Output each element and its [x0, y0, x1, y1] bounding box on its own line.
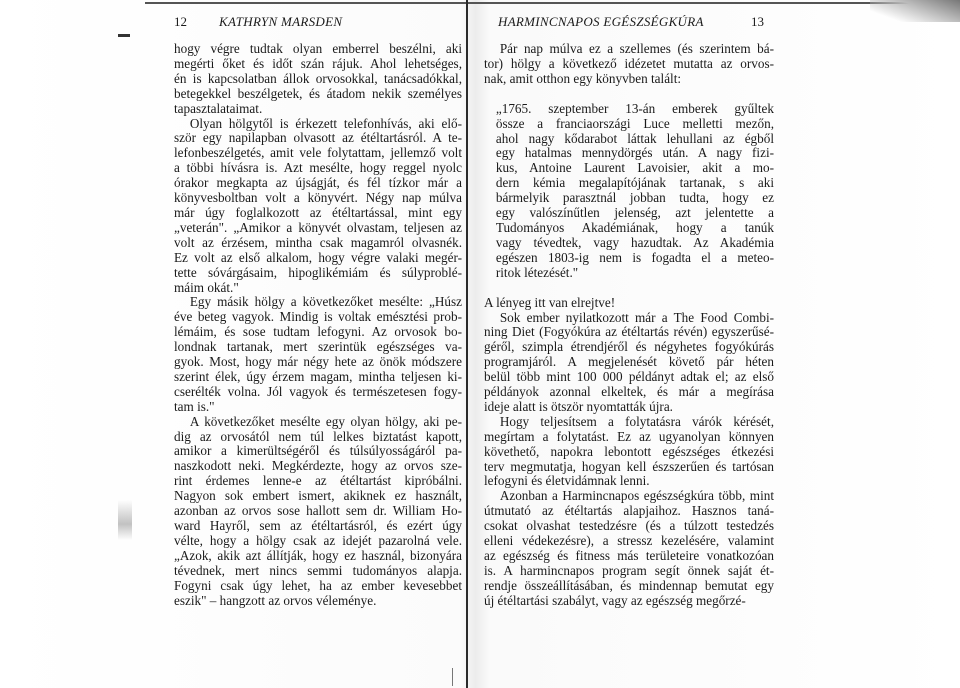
- text-line: amikor a kimerültségéről és túlsúlyosságáról pa-: [174, 444, 462, 459]
- text-line: cserélték volna. Jól vagyok és természetesen fogy-: [174, 384, 462, 399]
- page-corner-shadow: [870, 0, 960, 22]
- text-line: vélte, hogy a hölgy csak az idejét pazarolná vele.: [174, 533, 462, 548]
- text-line: órakor megkapta az újságját, és fél tízkor már a: [174, 176, 462, 191]
- text-line: megírtam a folytatást. Ez az ugyanolyan könnyen: [484, 429, 774, 444]
- text-line: az egészség és fitness más területeire vonatkozóan: [484, 549, 774, 563]
- text-line: hogy végre tudtak olyan emberrel beszélni, aki: [174, 42, 462, 56]
- text-line: útmutató az étéltartás alapjaihoz. Hasznos taná-: [484, 504, 774, 519]
- text-line: belül több mint 100 000 példányt adtak el; az első: [484, 370, 774, 385]
- text-line: egy valószínűtlen jelenség, azt jelentette a: [495, 206, 774, 221]
- text-line: máim okát.": [174, 280, 239, 295]
- text-line: géről, szimpla étrendjéről és négyhetes fogyókúrás: [484, 340, 774, 355]
- right-running-head: HARMINCNAPOS EGÉSZSÉGKÚRA: [498, 14, 704, 29]
- text-line: „1765. szeptember 13-án emberek gyűltek: [495, 101, 774, 116]
- text-line: egészen 1803-ig nem is fogadta el a meteo-: [495, 250, 774, 265]
- text-line: terv megmutatja, hogyan kell észszerűen és tartósan: [484, 459, 774, 474]
- margin-smudge: [118, 500, 132, 540]
- text-line: Fogyni csak úgy lehet, ha az ember kevesebbet: [174, 578, 462, 593]
- text-line: szerint élek, úgy érzem magam, mintha teljesen ki-: [174, 369, 462, 384]
- text-line: példányok azonnal elkeltek, és már a megírása: [484, 385, 774, 400]
- left-page-number: 12: [174, 14, 187, 29]
- text-line: ward Hayről, sem az étéltartásról, és ezért úgy: [174, 519, 462, 533]
- text-line: Tudományos Akadémiának, hogy a tanúk: [495, 220, 774, 235]
- text-line: Pár nap múlva ez a szellemes (és szerintem bá-: [499, 42, 774, 56]
- text-line: a többi hívásra is. Azt mesélte, hogy reggel nyolc: [174, 161, 462, 176]
- text-line: össze a franciaországi Luce melletti mezőn,: [495, 116, 774, 131]
- text-line: ahol nagy kődarabot láttak lehullani az égből: [495, 131, 774, 146]
- right-page-number: 13: [751, 14, 764, 29]
- spacer: [484, 87, 774, 102]
- text-line: már úgy foglalkozott az étéltartással, mint egy: [174, 205, 462, 220]
- text-line: Hogy teljesítsem a folytatásra várók kérését,: [499, 414, 774, 429]
- right-page: [484, 14, 774, 609]
- left-page: [174, 14, 462, 608]
- text-line: azonban az orvos sose hallott sem dr. William Ho-: [174, 504, 462, 519]
- text-line: „Azok, akik azt állítják, hogy ez használ, bizonyára: [174, 548, 462, 563]
- text-line: Egy másik hölgy a következőket mesélte: „Húsz: [189, 295, 462, 310]
- bottom-mark: [452, 668, 463, 686]
- text-line: ritok létezését.": [495, 265, 579, 280]
- text-line: egy hatalmas mennydörgés után. A nagy fizi-: [495, 146, 774, 161]
- text-line: én is kapcsolatban állok orvosokkal, tanácsadókkal,: [174, 71, 462, 86]
- text-line: A lényeg itt van elrejtve!: [484, 295, 616, 310]
- text-line: bármelyik parasztnál jobban tudta, hogy ez: [495, 191, 774, 206]
- text-line: tévednek, mert nincs semmi tudományos alapja.: [174, 563, 462, 578]
- text-line: eszik" – hangzott az orvos véleménye.: [174, 593, 377, 608]
- text-line: lémáim, és sose tudtam lefogyni. Az orvosok bo-: [174, 325, 462, 340]
- left-running-head: KATHRYN MARSDEN: [219, 14, 343, 29]
- text-line: vagy tévedtek, vagy hazudtak. Az Akadémia: [495, 235, 774, 250]
- text-line: lefonbeszélgetés, amit vele folytattam, jellemző volt: [174, 146, 462, 161]
- text-line: tor) hölgy a következő idézetet mutatta az orvos-: [484, 56, 774, 71]
- text-line: ször egy napilapban olvasott az étéltartásról. A te-: [174, 131, 462, 146]
- text-line: megérti őket és időt szán rájuk. Ahol lehetséges,: [174, 56, 462, 71]
- left-page-text: [174, 42, 462, 608]
- right-page-header: [484, 14, 774, 36]
- text-line: tam is.": [174, 399, 215, 414]
- spacer: [484, 281, 774, 296]
- text-line: ning Diet (Fogyókúra az étéltartás révén) egyszerűsé-: [484, 325, 774, 340]
- text-line: programjáról. A megjelenését követő pár héten: [484, 355, 774, 370]
- text-line: csokat olvashat testedzésre (és a túlzott testedzés: [484, 519, 774, 534]
- top-edge-rule: [145, 2, 960, 4]
- text-line: „veterán". „Amikor a könyvét olvastam, teljesen az: [174, 220, 462, 235]
- text-line: Olyan hölgytől is érkezett telefonhívás, aki elő-: [189, 116, 462, 131]
- text-line: tapasztalataimat.: [174, 101, 263, 116]
- text-line: A következőket mesélte egy olyan hölgy, aki pe-: [189, 414, 462, 429]
- text-line: betegekkel beszélgetek, és átadom nekik személyes: [174, 86, 462, 101]
- text-line: Azonban a Harmincnapos egészségkúra több, mint: [499, 489, 774, 504]
- text-line: Nagyon sok embert ismert, akiknek ez használt,: [174, 489, 462, 504]
- text-line: ideje alatt is ötször nyomtatták újra.: [484, 399, 673, 414]
- text-line: nak, amit otthon egy könyvben talált:: [484, 71, 682, 86]
- text-line: rint érdemes lenne-e az étéltartást kipróbálni.: [174, 474, 462, 489]
- text-line: követhető, napokra lebontott egészséges étkezési: [484, 444, 774, 459]
- text-line: dern kémia megalapítójának tartanak, s aki: [495, 176, 774, 191]
- text-line: lefogyni és életvidámnak lenni.: [484, 474, 650, 489]
- text-line: elleni védekezésre), a stressz kezelésére, valamint: [484, 534, 774, 549]
- text-line: londnak tartanak, mert szerintük egészséges va-: [174, 340, 462, 355]
- text-line: Sok ember nyilatkozott már a The Food Combi-: [499, 310, 774, 325]
- text-line: is. A harmincnapos program segít önnek saját ét-: [484, 563, 774, 578]
- text-line: Ez volt az első alkalom, hogy végre valaki megér-: [174, 250, 462, 265]
- text-line: rendje összeállításában, és mindennap bemutat egy: [484, 578, 774, 593]
- book-gutter: [466, 0, 468, 688]
- text-line: kus, Antoine Laurent Lavoisier, akit a mo-: [495, 161, 774, 176]
- right-page-text: [484, 42, 774, 609]
- text-line: dig az orvosától nem túl lelkes biztatást kapott,: [174, 429, 462, 444]
- left-page-header: [174, 14, 462, 36]
- text-line: naszkodott neki. Megkérdezte, hogy az orvos sze-: [174, 459, 462, 474]
- text-line: tette sóvárgásaim, hipoglikémiám és súlyproblé-: [174, 265, 462, 280]
- text-line: volt az érzésem, mintha csak magamról olvasnék.: [174, 235, 462, 250]
- text-line: új étéltartási szabályt, vagy az egészség megőrzé-: [484, 593, 746, 608]
- margin-mark: [118, 34, 130, 37]
- text-line: éve beteg vagyok. Mindig is voltak emésztési prob-: [174, 310, 462, 325]
- text-line: gyok. Most, hogy már négy hete az önök módszere: [174, 355, 462, 370]
- text-line: könyvesboltban volt a könyvért. Négy nap múlva: [174, 191, 462, 206]
